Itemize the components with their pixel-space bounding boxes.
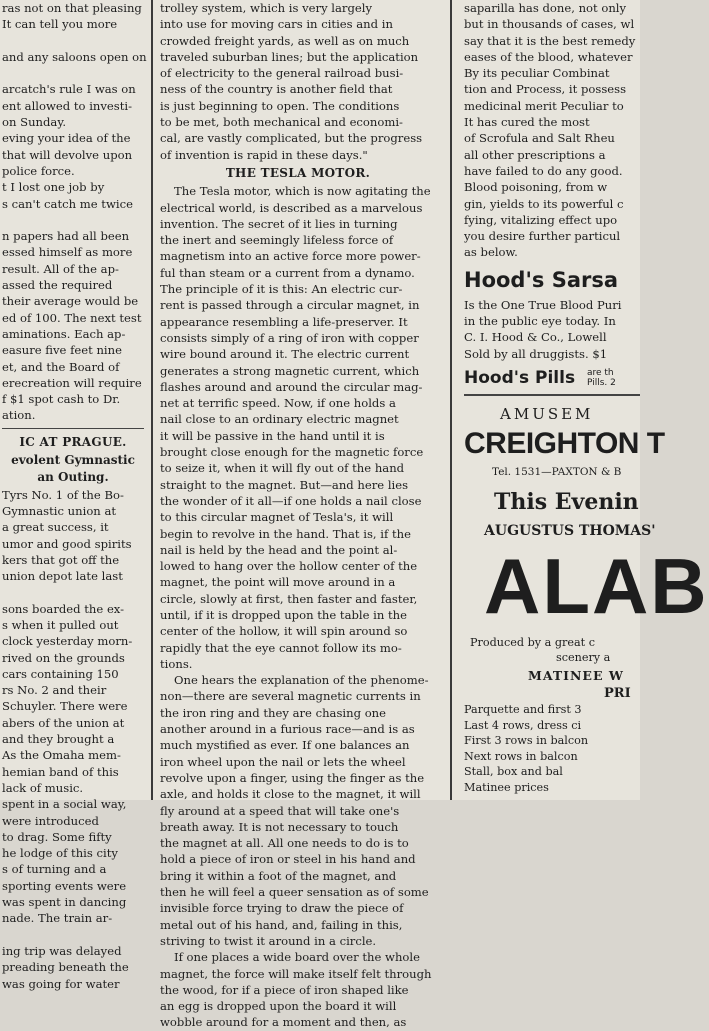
play-author: AUGUSTUS THOMAS' [484,522,656,539]
text-line: s when it pulled out [2,617,119,632]
text-line: appearance resembling a life-preserver. It [160,314,408,329]
text-line: arcatch's rule I was on [2,82,136,97]
text-line: nade. The train ar- [2,911,113,926]
text-line: that will devolve upon [2,147,133,162]
text-line: Blood poisoning, from w [464,180,608,195]
this-evening-banner: This Evenin [494,488,639,515]
text-line: striving to twist it around in a circle. [160,933,377,948]
text-line: you desire further particul [464,229,621,244]
amusements-heading: AMUSEM [500,404,594,423]
text-line: spent in a social way, [2,797,127,812]
text-line: erecreation will require [2,375,142,390]
text-line: fying, vitalizing effect upo [464,212,618,227]
text-line: to drag. Some fifty [2,829,112,844]
prague-subhead-2: an Outing. [37,470,109,485]
text-line: center of the hollow, it will spin around so [160,624,408,639]
text-line: was going for water [2,976,120,991]
text-line: into use for moving cars in cities and in [160,17,393,32]
text-line: If one places a wide board over the whole [174,950,420,965]
text-line: and any saloons open on [2,49,147,64]
text-line: cars containing 150 [2,666,119,681]
text-line: gin, yields to its powerful c [464,196,624,211]
text-line: revolve upon a finger, using the finger as the [160,770,425,785]
hoods-pills-note-1: are th [586,367,614,378]
prague-heading: IC AT PRAGUE. [19,434,127,449]
matinee-notice: MATINEE W [528,667,624,683]
text-line: ras not on that pleasing [2,1,142,15]
text-line: a great success, it [2,520,109,535]
text-line: Sold by all druggists. $1 [464,346,608,361]
middle-column [154,0,444,1030]
text-line: nail is held by the head and the point al- [160,542,398,557]
text-line: straight to the magnet. But—and here lies [160,477,409,492]
text-line: f $1 spot cash to Dr. [2,392,121,407]
text-line: to this circular magnet of Tesla's, it will [160,510,394,525]
price-line: Stall, box and bal [464,765,563,779]
prague-article-text [2,487,144,992]
text-line: an egg is dropped upon the board it will [160,999,397,1014]
text-line: Tyrs No. 1 of the Bo- [2,487,124,502]
text-line: essed himself as more [2,245,133,260]
text-line: kers that got off the [2,552,120,567]
text-line: as below. [464,245,518,260]
text-line: n papers had all been [2,229,130,244]
text-line: brought close enough for the magnetic force [160,445,424,460]
text-line: ation. [2,408,36,423]
text-line: One hears the explanation of the phenome- [174,673,429,688]
text-line: trolley system, which is very largely [160,1,373,15]
text-line: iron wheel upon the nail or lets the wheel [160,754,406,769]
text-line: ful than steam or a current from a dynamo. [160,265,415,280]
text-line: the iron ring and they are chasing one [160,705,386,720]
right-column [454,0,709,800]
text-line: lack of music. [2,780,84,795]
text-line: but in thousands of cases, wl [464,17,635,32]
text-line [2,212,144,228]
text-line: eving your idea of the [2,131,131,146]
text-line: The principle of it is this: An electric cur- [160,282,403,297]
text-line: s can't catch me twice [2,196,133,211]
text-line: then he will feel a queer sensation as of some [160,885,429,900]
text-line: invention. The secret of it lies in turning [160,216,398,231]
hoods-sarsaparilla-title: Hood's Sarsa [464,267,619,292]
price-line: Next rows in balcon [464,749,578,763]
text-line: Schuyler. There were [2,699,128,714]
text-line: and they brought a [2,732,115,747]
hoods-ad-text [464,0,640,261]
text-line: easure five feet nine [2,343,122,358]
text-line: et, and the Board of [2,359,120,374]
text-line: magnet, the point will move around in a [160,575,396,590]
text-line: magnetism into an active force more power- [160,249,421,264]
play-title: ALAB [484,541,709,630]
text-line: rs No. 2 and their [2,683,107,698]
produced-line-1: Produced by a great c [470,635,595,649]
left-column-top-text [2,0,147,424]
text-line: cal, are vastly complicated, but the progress [160,131,423,146]
text-line: saparilla has done, not only [464,1,627,15]
amusements-divider [464,394,640,396]
text-line: Is the One True Blood Puri [464,297,622,312]
text-line: ed of 100. The next test [2,310,142,325]
text-line: C. I. Hood & Co., Lowell [464,330,607,345]
price-line: First 3 rows in balcon [464,734,589,748]
text-line: of invention is rapid in these days." [160,147,368,162]
text-line: until, if it is dropped upon the table in the [160,607,408,622]
creighton-theater-name: CREIGHTON T [464,427,665,461]
text-line: police force. [2,163,75,178]
text-line: assed the required [2,278,113,293]
text-line: eases of the blood, whatever [464,49,633,64]
text-line: wire bound around it. The electric current [160,347,410,362]
text-line: wobble around for a moment and then, as [160,1015,407,1030]
price-line: Last 4 rows, dress ci [464,718,582,732]
text-line: umor and good spirits [2,536,132,551]
text-line: magnet, the force will make itself felt through [160,966,432,981]
price-list [464,702,640,795]
text-line [2,927,144,943]
text-line: breath away. It is not necessary to touch [160,819,399,834]
text-line: to seize it, when it will fly out of the hand [160,461,405,476]
text-line: was spent in dancing [2,895,127,910]
text-line: rived on the grounds [2,650,125,665]
text-line: s of turning and a [2,862,107,877]
text-line: Gymnastic union at [2,503,117,518]
text-line: the wonder of it all—if one holds a nail close [160,493,422,508]
prague-subhead-1: evolent Gymnastic [11,453,135,468]
text-line [2,584,144,600]
text-line: electrical world, is described as a marvelous [160,200,423,215]
left-column-divider [2,428,144,429]
text-line [2,33,144,49]
text-line: circle, slowly at first, then faster and faster, [160,591,418,606]
text-line: non—there are several magnetic currents in [160,689,421,704]
text-line: The Tesla motor, which is now agitating the [174,184,431,199]
text-line: he lodge of this city [2,846,118,861]
text-line: lowed to hang over the hollow center of the [160,559,418,574]
text-line: result. All of the ap- [2,261,119,276]
hoods-pills-note [587,368,616,388]
text-line: in the public eye today. In [464,314,616,329]
hoods-ad-details [464,297,640,362]
text-line: traveled suburban lines; but the application [160,49,419,64]
text-line: preading beneath the [2,960,129,975]
text-line: axle, and holds it close to the magnet, it will [160,787,421,802]
text-line: t I lost one job by [2,180,105,195]
text-line: begin to revolve in the hand. That is, if the [160,526,411,541]
column-rule-right [450,0,452,800]
column-rule-left [151,0,153,800]
text-line: abers of the union at [2,715,125,730]
text-line: say that it is the best remedy [464,33,636,48]
text-line: invisible force trying to draw the piece of [160,901,404,916]
text-line: rapidly that the eye cannot follow its mo- [160,640,402,655]
text-line: By its peculiar Combinat [464,66,610,81]
text-line: It has cured the most [464,115,590,130]
text-line: were introduced [2,813,99,828]
tesla-motor-article [160,183,436,1030]
text-line: sons boarded the ex- [2,601,125,616]
text-line: hemian band of this [2,764,119,779]
text-line [2,65,144,81]
hoods-pills-title: Hood's Pills [464,367,576,388]
text-line: have failed to do any good. [464,163,623,178]
text-line: the magnet at all. All one needs to do is to [160,836,409,851]
text-line: crowded freight yards, as well as on much [160,33,410,48]
text-line: it will be passive in the hand until it is [160,428,385,443]
text-line: the inert and seemingly lifeless force of [160,233,394,248]
text-line: of Scrofula and Salt Rheu [464,131,615,146]
text-line: ness of the country is another field that [160,82,393,97]
text-line: nail close to an ordinary electric magnet [160,412,399,427]
text-line: on Sunday. [2,115,67,130]
text-line: all other prescriptions a [464,147,606,162]
text-line: another around in a furious race—and is as [160,722,415,737]
text-line: ent allowed to investi- [2,98,133,113]
price-line: Parquette and first 3 [464,703,582,717]
text-line: hold a piece of iron or steel in his hand and [160,852,416,867]
prices-heading: PRI [604,686,631,702]
text-line: to be met, both mechanical and economi- [160,115,403,130]
text-line: consists simply of a ring of iron with copper [160,330,419,345]
text-line: flashes around and around the circular mag- [160,379,423,394]
text-line: generates a strong magnetic current, which [160,363,420,378]
text-line: of electricity to the general railroad busi- [160,66,404,81]
text-line: aminations. Each ap- [2,326,126,341]
theater-telephone: Tel. 1531—PAXTON & B [492,466,622,479]
text-line: tions. [160,656,193,671]
text-line: the wood, for if a piece of iron shaped like [160,982,409,997]
text-line: net at terrific speed. Now, if one holds a [160,396,396,411]
text-line: tion and Process, it possess [464,82,627,97]
railroad-article-end [160,0,436,163]
text-line: It can tell you more [2,17,118,32]
text-line: clock yesterday morn- [2,634,133,649]
text-line: As the Omaha mem- [2,748,121,763]
hoods-pills-note-2: Pills. 2 [586,377,616,388]
text-line: medicinal merit Peculiar to [464,98,624,113]
text-line: much mystified as ever. If one balances an [160,738,410,753]
text-line: rent is passed through a circular magnet, in [160,298,420,313]
produced-line-2: scenery a [556,651,611,665]
tesla-motor-heading: THE TESLA MOTOR. [225,165,371,180]
text-line: ing trip was delayed [2,943,122,958]
price-line: Matinee prices [464,780,549,794]
text-line: bring it within a foot of the magnet, and [160,868,397,883]
text-line: is just beginning to open. The conditions [160,98,400,113]
text-line: sporting events were [2,878,127,893]
text-line: fly around at a speed that will take one's [160,803,400,818]
text-line: metal out of his hand, and, failing in this, [160,917,403,932]
text-line: their average would be [2,294,139,309]
text-line: union depot late last [2,569,123,584]
hoods-pills-ad [464,366,640,390]
left-column [0,0,150,991]
